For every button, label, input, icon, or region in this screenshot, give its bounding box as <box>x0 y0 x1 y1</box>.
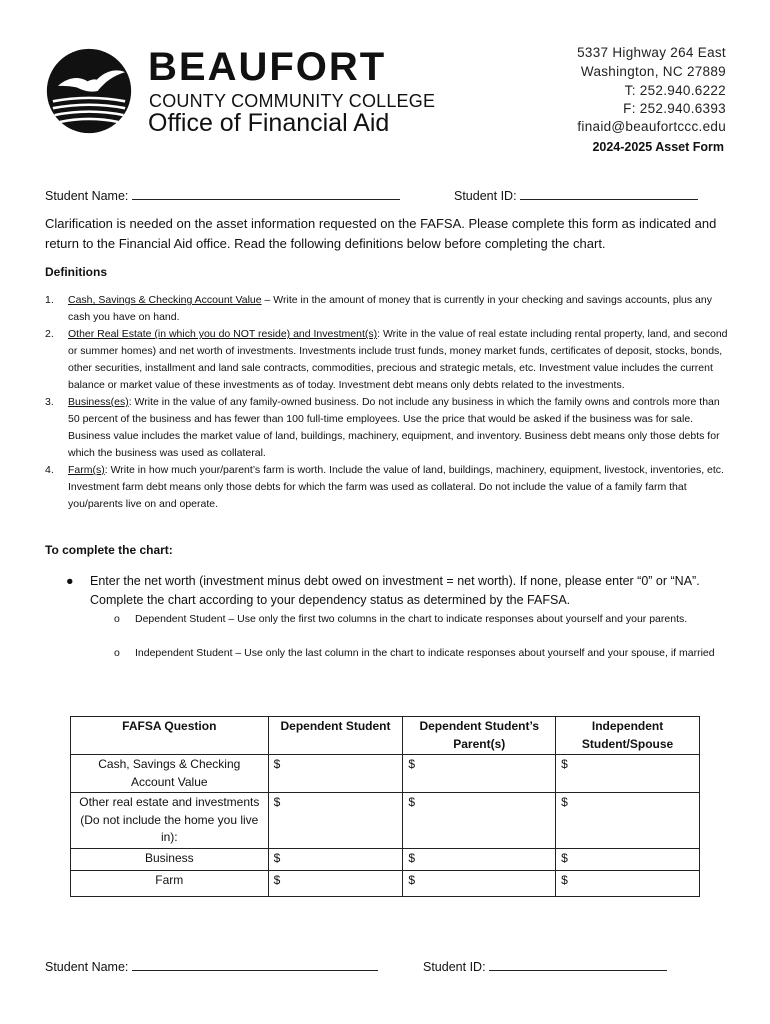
student-name-field-top[interactable] <box>45 188 400 203</box>
col-fafsa-question: FAFSA Question <box>71 717 269 755</box>
student-id-field-bottom[interactable] <box>423 959 667 974</box>
value-cell[interactable]: $ <box>403 755 556 793</box>
definition-text: : Write in how much your/parent’s farm is worth. Include the value of land, buildings, machinery, equipment, livestock, inventories, etc. Investment farm debt means only those debts for which the farm was used as collateral. Do not include the value of a family farm that you/parents live on and operate. <box>68 464 724 510</box>
value-cell[interactable]: $ <box>268 755 403 793</box>
sub-bullet-icon: o <box>114 613 120 625</box>
table-row <box>71 870 700 896</box>
value-cell[interactable]: $ <box>268 870 403 896</box>
student-name-blank[interactable] <box>132 188 400 200</box>
student-id-blank[interactable] <box>489 959 667 971</box>
value-cell[interactable]: $ <box>403 870 556 896</box>
form-title: 2024-2025 Asset Form <box>592 140 724 154</box>
definition-item: 1. Cash, Savings & Checking Account Value – Write in the amount of money that is currently in your checking and savings accounts, plus any cash you have on hand. <box>45 294 712 323</box>
student-id-blank[interactable] <box>520 188 698 200</box>
col-independent-student: Independent Student/Spouse <box>556 717 700 755</box>
definitions-heading: Definitions <box>45 265 107 279</box>
sub-instruction-text: Independent Student – Use only the last column in the chart to indicate responses about yourself and your spouse, if married <box>135 647 715 659</box>
value-cell[interactable]: $ <box>556 793 700 849</box>
sub-instruction-text: Dependent Student – Use only the first two columns in the chart to indicate responses about yourself and your parents. <box>135 613 688 625</box>
office-name: Office of Financial Aid <box>148 109 390 137</box>
definition-term: Other Real Estate (in which you do NOT reside) and Investment(s) <box>68 328 378 340</box>
definition-item: 3. Business(es): Write in the value of any family-owned business. Do not include any business in which the family owns and controls more than 50 percent of the business and has fewer than 100 full-time employees. Use the price that would be asked if the business was for sale. Business value includes the market value of land, buildings, machinery, equipment, and inventory. Business debt means only those debts for which the business was used as collateral. <box>45 396 720 459</box>
row-question: Farm <box>71 870 269 896</box>
definition-text: – Write in the amount of money that is currently in your checking and savings accounts, plus any cash you have on hand. <box>68 294 712 323</box>
definition-item: 4. Farm(s): Write in how much your/parent’s farm is worth. Include the value of land, buildings, machinery, equipment, livestock, inventories, etc. Investment farm debt means only those debts for which the farm was used as collateral. Do not include the value of a family farm that you/parents live on and operate. <box>45 464 724 510</box>
student-name-label: Student Name: <box>45 189 129 203</box>
definition-term: Cash, Savings & Checking Account Value <box>68 294 262 306</box>
college-logo <box>46 48 132 134</box>
definition-item: 2. Other Real Estate (in which you do NOT reside) and Investment(s): Write in the value of real estate including rental property, land, and second or summer homes) and net worth of investments. Investments include trust funds, money market funds, certificates of deposit, stocks, bonds, other securities, installment and land sale contracts, commodities, precious and strategic metals, etc. Investment value includes the current balance or market value of these investments as of today. Investment debt means only debts related to the investments. <box>45 328 728 391</box>
value-cell[interactable]: $ <box>556 870 700 896</box>
definition-term: Farm(s) <box>68 464 105 476</box>
intro-paragraph: Clarification is needed on the asset information requested on the FAFSA. Please complete this form as indicated and return to the Financial Aid office. Read the following definitions below before completing the chart. <box>45 216 717 251</box>
student-id-field-top[interactable] <box>454 188 698 203</box>
address-line-2: Washington, NC 27889 <box>580 64 726 79</box>
definition-text: : Write in the value of real estate including rental property, land, and second or summer homes) and net worth of investments. Investments include trust funds, money market funds, certificates of deposit, stocks, bonds, other securities, installment and land sale contracts, commodities, precious and strategic metals, etc. Investment value includes the current balance or market value of these investments as of today. Investment debt means only debts related to the investments. <box>68 328 728 391</box>
col-dependent-parents: Dependent Student’s Parent(s) <box>403 717 556 755</box>
bullet-icon: ● <box>66 574 74 588</box>
table-row <box>71 848 700 870</box>
email: finaid@beaufortccc.edu <box>577 119 726 134</box>
value-cell[interactable]: $ <box>556 755 700 793</box>
col-dependent-student: Dependent Student <box>268 717 403 755</box>
table-row <box>71 755 700 793</box>
value-cell[interactable]: $ <box>268 793 403 849</box>
value-cell[interactable]: $ <box>403 793 556 849</box>
instruction-bullet <box>66 572 706 610</box>
table-header-row <box>71 717 700 755</box>
student-id-label: Student ID: <box>454 189 517 203</box>
asset-chart-table <box>70 716 700 897</box>
value-cell[interactable]: $ <box>556 848 700 870</box>
instruction-text: Enter the net worth (investment minus debt owed on investment = net worth). If none, please enter “0” or “NA”. Complete the chart according to your dependency status as determined by the FAFSA. <box>90 574 700 607</box>
definition-text: : Write in the value of any family-owned business. Do not include any business in which the family owns and controls more than 50 percent of the business and has fewer than 100 full-time employees. Use the price that would be asked if the business was for sale. Business value includes the market value of land, buildings, machinery, equipment, and inventory. Business debt means only those debts for which the business was used as collateral. <box>68 396 720 459</box>
complete-chart-heading: To complete the chart: <box>45 543 173 557</box>
row-question: Business <box>71 848 269 870</box>
sub-bullet-icon: o <box>114 647 120 659</box>
definitions-list <box>45 292 730 513</box>
fax: F: 252.940.6393 <box>623 101 726 116</box>
row-question: Cash, Savings & Checking Account Value <box>71 755 269 793</box>
student-name-blank[interactable] <box>132 959 378 971</box>
value-cell[interactable]: $ <box>403 848 556 870</box>
student-name-field-bottom[interactable] <box>45 959 378 974</box>
row-question: Other real estate and investments (Do not include the home you live in): <box>71 793 269 849</box>
value-cell[interactable]: $ <box>268 848 403 870</box>
definition-term: Business(es) <box>68 396 129 408</box>
table-row <box>71 793 700 849</box>
sub-instruction-independent <box>114 645 729 662</box>
student-name-label: Student Name: <box>45 960 129 974</box>
phone: T: 252.940.6222 <box>624 83 726 98</box>
student-id-label: Student ID: <box>423 960 486 974</box>
brand-subtitle: COUNTY COMMUNITY COLLEGE <box>149 91 436 111</box>
address-line-1: 5337 Highway 264 East <box>577 45 726 60</box>
sub-instruction-dependent <box>114 611 729 628</box>
brand-name: BEAUFORT <box>148 45 387 89</box>
